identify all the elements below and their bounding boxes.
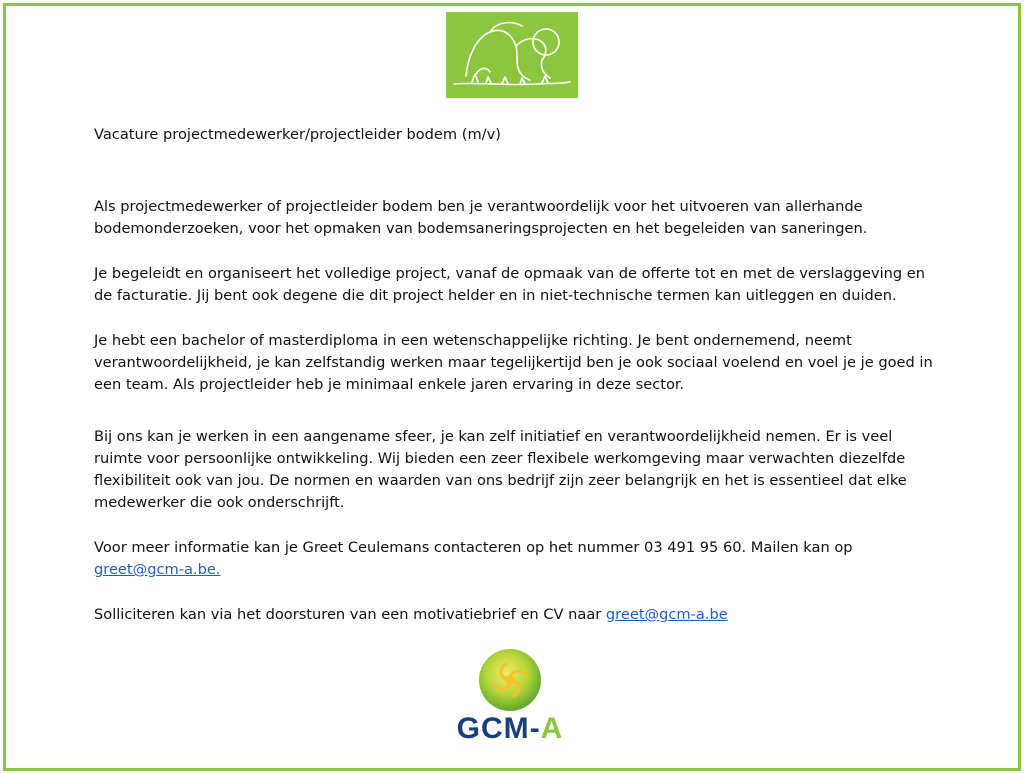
contact-text: Voor meer informatie kan je Greet Ceulemans contacteren op het nummer 03 491 95 60. Mailen kan op — [94, 539, 853, 556]
crawling-figure-logo — [446, 12, 578, 98]
wordmark-accent: A — [540, 712, 564, 745]
paragraph-contact — [94, 537, 934, 581]
paragraph-role: Als projectmedewerker of projectleider bodem ben je verantwoordelijk voor het uitvoeren van allerhande bodemonderzoeken, voor het opmaken van bodemsaneringsprojecten en het begeleiden van saneringen. — [94, 198, 868, 237]
crawling-figure-icon — [446, 12, 578, 98]
vacancy-text — [94, 124, 934, 626]
paragraph-apply — [94, 604, 934, 626]
company-wordmark — [438, 712, 582, 746]
apply-text: Solliciteren kan via het doorsturen van een motivatiebrief en CV naar — [94, 606, 606, 623]
paragraph-offer: Bij ons kan je werken in een aangename sfeer, je kan zelf initiatief en verantwoordelijkheid nemen. Er is veel ruimte voor persoonlijke ontwikkeling. Wij bieden een zeer flexibele werkomgeving maar verwachten diezelfde flexibiliteit ook van jou. De normen en waarden van ons bedrijf zijn zeer belangrijk en het is essentieel dat elke medewerker die ook onderschrijft. — [94, 428, 907, 511]
paragraph-profile: Je hebt een bachelor of masterdiploma in een wetenschappelijke richting. Je bent ondernemend, neemt verantwoordelijkheid, je kan zelfstandig werken maar tegelijkertijd ben je ook sociaal voelend en voel je je goed in een team. Als projectleider heb je minimaal enkele jaren ervaring in deze sector. — [94, 332, 933, 393]
gcm-a-logo — [438, 646, 582, 746]
contact-email-link[interactable]: greet@gcm-a.be. — [94, 561, 221, 578]
apply-email-link[interactable]: greet@gcm-a.be — [605, 606, 728, 623]
paragraph-tasks: Je begeleidt en organiseert het volledige project, vanaf de opmaak van de offerte tot en met de verslaggeving en de facturatie. Jij bent ook degene die dit project helder en in niet-technische termen kan uitleggen en duiden. — [94, 265, 926, 304]
wordmark-main: GCM- — [456, 712, 541, 745]
swirl-icon — [438, 646, 582, 712]
vacancy-title: Vacature projectmedewerker/projectleider bodem (m/v) — [94, 126, 501, 143]
